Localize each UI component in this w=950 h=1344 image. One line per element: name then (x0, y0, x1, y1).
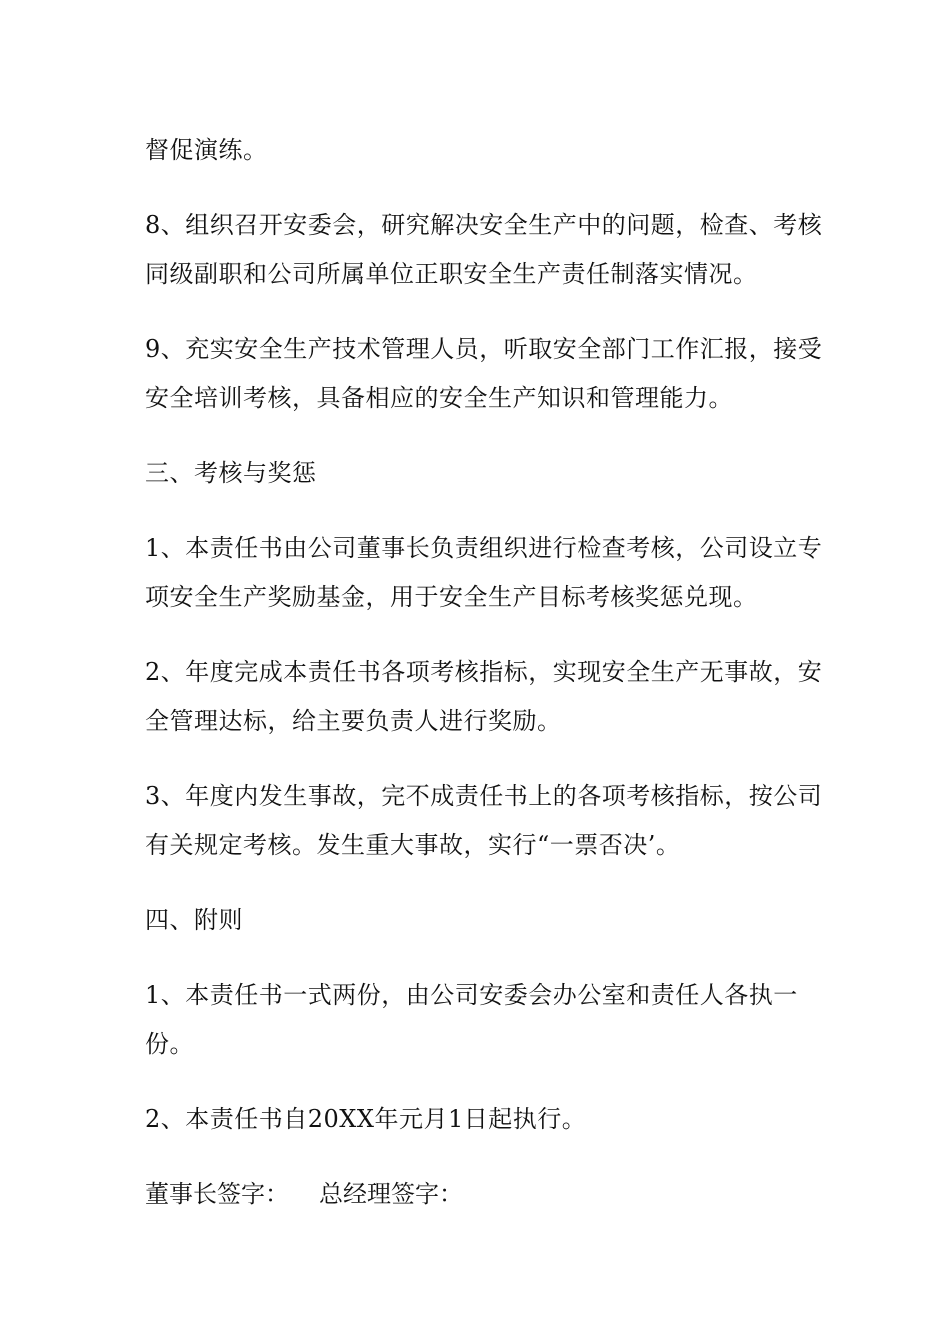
paragraph-assessment-2: 2、年度完成本责任书各项考核指标，实现安全生产无事故，安全管理达标，给主要负责人进行奖励。 (145, 658, 823, 735)
paragraph-drill: 督促演练。 (145, 136, 268, 164)
section-heading-appendix: 四、附则 (145, 906, 243, 934)
paragraph-assessment-1: 1、本责任书由公司董事长负责组织进行检查考核，公司设立专项安全生产奖励基金，用于安全生产目标考核奖惩兑现。 (145, 534, 823, 611)
paragraph-appendix-2: 2、本责任书自20XX年元月1日起执行。 (145, 1105, 587, 1133)
signature-row (145, 1170, 825, 1219)
paragraph-item-9: 9、充实安全生产技术管理人员，听取安全部门工作汇报，接受安全培训考核，具备相应的安全生产知识和管理能力。 (145, 335, 823, 412)
section-heading-assessment: 三、考核与奖惩 (145, 459, 317, 487)
document-body (145, 126, 825, 1219)
chairman-signature-label: 董事长签字： (145, 1180, 289, 1208)
paragraph-assessment-3: 3、年度内发生事故，完不成责任书上的各项考核指标，按公司有关规定考核。发生重大事故，实行“一票否决’。 (145, 782, 823, 859)
general-manager-signature-label: 总经理签字： (319, 1180, 463, 1208)
paragraph-item-8: 8、组织召开安委会，研究解决安全生产中的问题，检查、考核同级副职和公司所属单位正职安全生产责任制落实情况。 (145, 211, 823, 288)
paragraph-appendix-1: 1、本责任书一式两份，由公司安委会办公室和责任人各执一份。 (145, 981, 798, 1058)
